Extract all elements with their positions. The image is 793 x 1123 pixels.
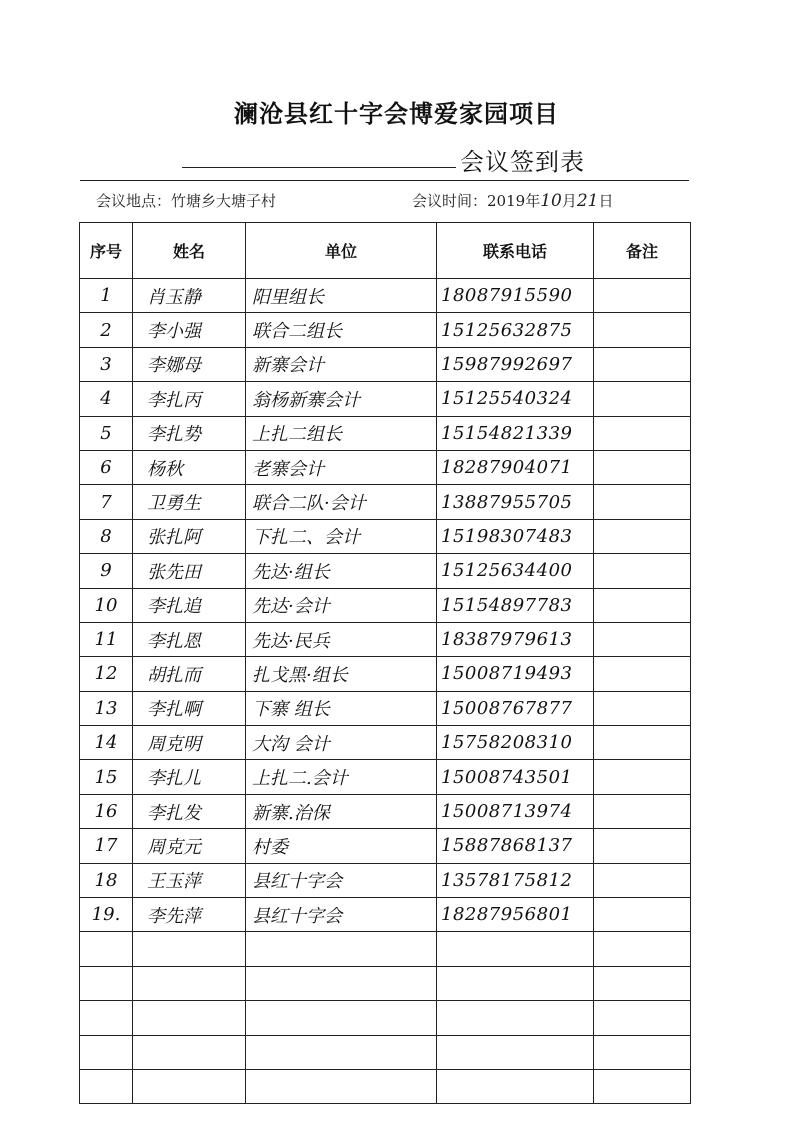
cell-unit: 新寨.治保 (246, 794, 437, 828)
table-row (80, 726, 691, 760)
cell-unit: 联合二队·会计 (246, 485, 437, 519)
cell-phone (437, 966, 594, 1000)
cell-name: 李扎势 (133, 416, 246, 450)
table-row (80, 313, 691, 347)
cell-unit (246, 1001, 437, 1035)
cell-index (80, 1035, 133, 1069)
cell-note (594, 313, 691, 347)
cell-index: 4 (80, 382, 133, 416)
meeting-time (412, 190, 614, 211)
cell-note (594, 554, 691, 588)
cell-phone: 18287904071 (437, 450, 594, 484)
cell-index: 15 (80, 760, 133, 794)
cell-note (594, 588, 691, 622)
cell-unit: 联合二组长 (246, 313, 437, 347)
cell-index: 9 (80, 554, 133, 588)
cell-name: 李扎追 (133, 588, 246, 622)
cell-index (80, 966, 133, 1000)
cell-phone (437, 932, 594, 966)
table-row (80, 554, 691, 588)
attendance-table (79, 222, 691, 1104)
cell-name: 李扎发 (133, 794, 246, 828)
cell-index: 2 (80, 313, 133, 347)
cell-index: 1 (80, 279, 133, 313)
cell-phone: 13887955705 (437, 485, 594, 519)
table-row (80, 588, 691, 622)
cell-note (594, 416, 691, 450)
title-blank-line (182, 167, 456, 168)
cell-phone: 15154821339 (437, 416, 594, 450)
cell-unit: 县红十字会 (246, 898, 437, 932)
cell-note (594, 450, 691, 484)
table-row (80, 932, 691, 966)
cell-unit: 下扎二、会计 (246, 519, 437, 553)
time-day-unit: 日 (598, 192, 614, 210)
cell-note (594, 760, 691, 794)
cell-phone: 15125634400 (437, 554, 594, 588)
table-row (80, 622, 691, 656)
cell-name: 卫勇生 (133, 485, 246, 519)
cell-index: 10 (80, 588, 133, 622)
table-row (80, 485, 691, 519)
cell-name: 李扎丙 (133, 382, 246, 416)
time-label: 会议时间： (412, 192, 488, 210)
col-header-name: 姓名 (133, 223, 246, 279)
cell-note (594, 1035, 691, 1069)
cell-note (594, 863, 691, 897)
cell-unit: 先达·组长 (246, 554, 437, 588)
cell-note (594, 1069, 691, 1103)
cell-unit: 下寨 组长 (246, 691, 437, 725)
meeting-location (96, 190, 276, 211)
cell-unit: 先达·民兵 (246, 622, 437, 656)
table-row (80, 1035, 691, 1069)
cell-note (594, 829, 691, 863)
cell-name: 张先田 (133, 554, 246, 588)
cell-phone: 15887868137 (437, 829, 594, 863)
cell-phone: 15198307483 (437, 519, 594, 553)
cell-index: 16 (80, 794, 133, 828)
cell-name: 李娜母 (133, 347, 246, 381)
cell-name: 胡扎而 (133, 657, 246, 691)
cell-index: 14 (80, 726, 133, 760)
cell-note (594, 485, 691, 519)
cell-name: 李扎儿 (133, 760, 246, 794)
cell-name: 李扎啊 (133, 691, 246, 725)
cell-phone: 15758208310 (437, 726, 594, 760)
time-month-unit: 月 (561, 192, 577, 210)
cell-note (594, 932, 691, 966)
cell-phone (437, 1035, 594, 1069)
table-row (80, 829, 691, 863)
cell-unit: 翁杨新寨会计 (246, 382, 437, 416)
table-row (80, 1001, 691, 1035)
cell-note (594, 1001, 691, 1035)
cell-index: 19. (80, 898, 133, 932)
cell-note (594, 898, 691, 932)
cell-unit (246, 932, 437, 966)
table-row (80, 898, 691, 932)
cell-unit: 阳里组长 (246, 279, 437, 313)
cell-index: 7 (80, 485, 133, 519)
cell-unit: 上扎二.会计 (246, 760, 437, 794)
table-row (80, 279, 691, 313)
cell-index: 3 (80, 347, 133, 381)
cell-index (80, 932, 133, 966)
cell-phone: 15987992697 (437, 347, 594, 381)
table-header-row (80, 223, 691, 279)
cell-index: 11 (80, 622, 133, 656)
col-header-phone: 联系电话 (437, 223, 594, 279)
cell-unit: 县红十字会 (246, 863, 437, 897)
cell-phone: 15125540324 (437, 382, 594, 416)
cell-index: 13 (80, 691, 133, 725)
table-row (80, 794, 691, 828)
cell-name: 肖玉静 (133, 279, 246, 313)
cell-note (594, 691, 691, 725)
cell-unit (246, 1035, 437, 1069)
cell-phone: 15008713974 (437, 794, 594, 828)
cell-unit: 老寨会计 (246, 450, 437, 484)
cell-note (594, 657, 691, 691)
cell-name: 李先萍 (133, 898, 246, 932)
cell-index: 17 (80, 829, 133, 863)
cell-phone: 18387979613 (437, 622, 594, 656)
table-row (80, 382, 691, 416)
cell-index (80, 1069, 133, 1103)
table-row (80, 450, 691, 484)
cell-name (133, 966, 246, 1000)
sheet-subtitle: 会议签到表 (460, 148, 585, 176)
cell-unit: 扎戈黑·组长 (246, 657, 437, 691)
cell-name (133, 1035, 246, 1069)
cell-note (594, 279, 691, 313)
cell-phone: 15008719493 (437, 657, 594, 691)
cell-note (594, 382, 691, 416)
cell-unit: 上扎二组长 (246, 416, 437, 450)
table-row (80, 657, 691, 691)
cell-index: 8 (80, 519, 133, 553)
location-value: 竹塘乡大塘子村 (171, 192, 277, 210)
cell-note (594, 622, 691, 656)
header-rule (80, 180, 689, 181)
table-row (80, 519, 691, 553)
cell-unit: 村委 (246, 829, 437, 863)
cell-phone: 18287956801 (437, 898, 594, 932)
col-header-note: 备注 (594, 223, 691, 279)
time-month: 10 (540, 191, 562, 211)
cell-name: 李小强 (133, 313, 246, 347)
cell-name: 杨秋 (133, 450, 246, 484)
cell-unit: 大沟 会计 (246, 726, 437, 760)
cell-index: 18 (80, 863, 133, 897)
col-header-index: 序号 (80, 223, 133, 279)
cell-phone: 15008767877 (437, 691, 594, 725)
table-row (80, 691, 691, 725)
cell-name: 李扎恩 (133, 622, 246, 656)
cell-unit: 新寨会计 (246, 347, 437, 381)
cell-phone (437, 1001, 594, 1035)
cell-phone: 18087915590 (437, 279, 594, 313)
cell-name: 王玉萍 (133, 863, 246, 897)
table-row (80, 416, 691, 450)
sheet-title: 澜沧县红十字会博爱家园项目 (234, 100, 559, 128)
cell-name: 周克元 (133, 829, 246, 863)
cell-phone (437, 1069, 594, 1103)
cell-index (80, 1001, 133, 1035)
cell-note (594, 726, 691, 760)
cell-phone: 13578175812 (437, 863, 594, 897)
cell-name (133, 1069, 246, 1103)
cell-name (133, 932, 246, 966)
cell-name: 张扎阿 (133, 519, 246, 553)
cell-name: 周克明 (133, 726, 246, 760)
table-row (80, 347, 691, 381)
col-header-unit: 单位 (246, 223, 437, 279)
cell-phone: 15125632875 (437, 313, 594, 347)
cell-index: 6 (80, 450, 133, 484)
table-row (80, 1069, 691, 1103)
cell-name (133, 1001, 246, 1035)
cell-note (594, 347, 691, 381)
cell-note (594, 794, 691, 828)
cell-note (594, 519, 691, 553)
cell-unit: 先达·会计 (246, 588, 437, 622)
cell-index: 12 (80, 657, 133, 691)
time-year: 2019年 (487, 192, 541, 210)
table-row (80, 966, 691, 1000)
cell-unit (246, 966, 437, 1000)
cell-index: 5 (80, 416, 133, 450)
table-row (80, 760, 691, 794)
cell-phone: 15154897783 (437, 588, 594, 622)
table-row (80, 863, 691, 897)
cell-unit (246, 1069, 437, 1103)
cell-note (594, 966, 691, 1000)
cell-phone: 15008743501 (437, 760, 594, 794)
time-day: 21 (576, 191, 599, 211)
location-label: 会议地点： (96, 192, 172, 210)
